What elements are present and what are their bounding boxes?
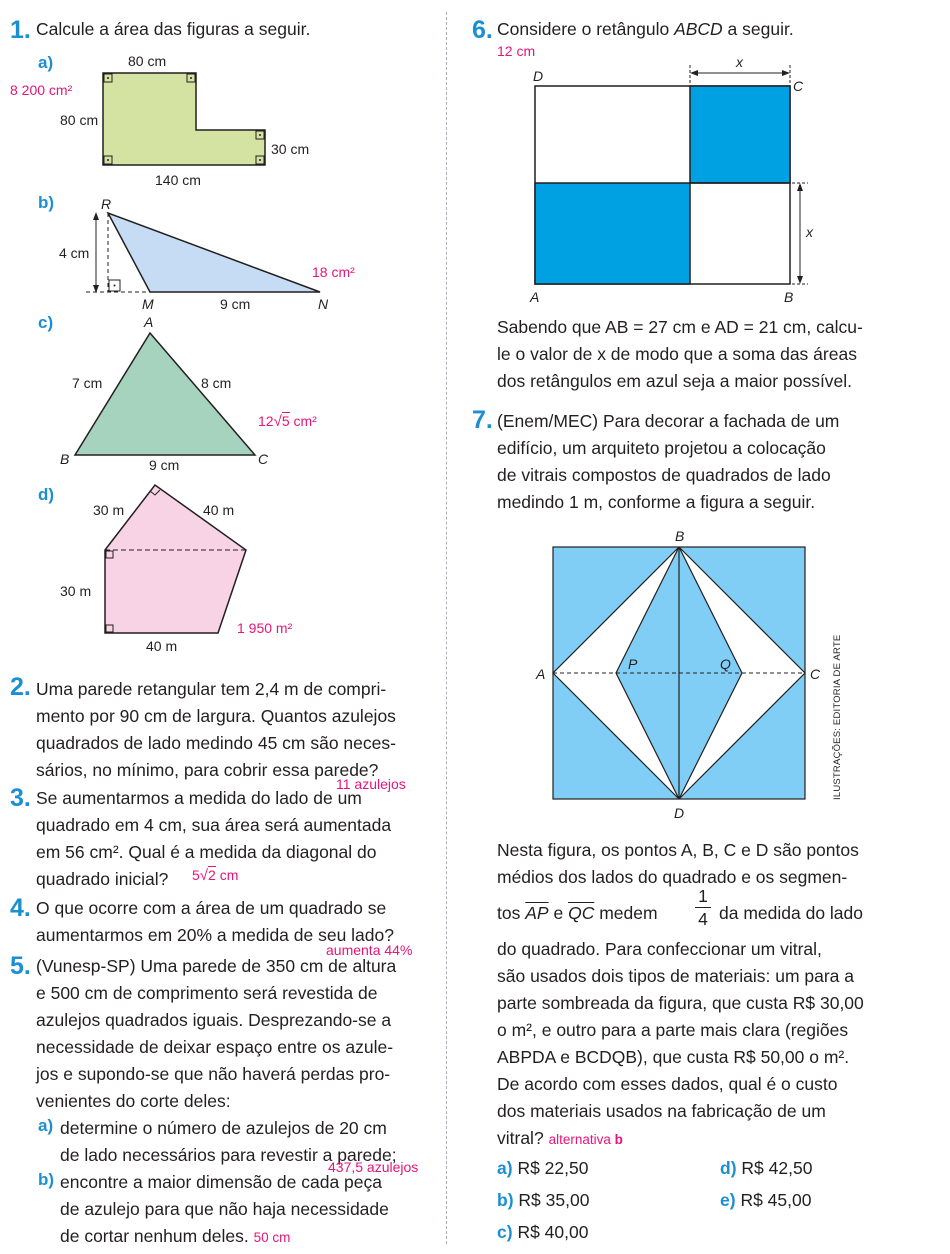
question-7-text: (Enem/MEC) Para decorar a fachada de um edifício, um arquiteto projetou a colocação de vitrais compostos de quadrados de lado medindo 1 m, conforme a figura a seguir. [497, 411, 840, 512]
q6-vertex-d: D [533, 68, 544, 84]
q1a-label: a) [38, 53, 54, 72]
q1a-bottom-dim: 140 cm [155, 172, 201, 188]
question-7-answer: alternativa b [548, 1132, 623, 1147]
q1c-triangle [75, 333, 255, 455]
q1d-label: d) [38, 485, 55, 504]
q1c-vertex-a: A [144, 314, 154, 330]
question-7-fraction-line: tos $\overline{AP}$ e $\overline{QC}$ medem [497, 903, 658, 923]
q1c-answer: 12√5 cm² [258, 413, 317, 430]
q1b-vertex-r: R [101, 196, 112, 212]
q1d-bottom-dim: 40 m [146, 638, 178, 654]
q1c-vertex-c: C [258, 451, 269, 467]
q1d-left-dim: 30 m [60, 583, 92, 599]
q6-x-right: x [806, 224, 813, 240]
q1b-label: b) [38, 193, 55, 212]
q1a-top-dim: 80 cm [128, 53, 167, 69]
q7-point-q: Q [720, 656, 731, 672]
q7-option-d[interactable]: d) R$ 42,50 [720, 1158, 813, 1178]
q5a-label: a) [38, 1116, 54, 1135]
q1b-answer: 18 cm² [312, 264, 355, 280]
q1a-answer: 8 200 cm² [10, 82, 73, 98]
question-1-number: 1. [10, 16, 31, 44]
question-3-text: Se aumentarmos a medida do lado de um quadrado em 4 cm, sua área será aumentada em 56 cm². Qual é a medida da diagonal do quadrado inicial? [36, 788, 392, 889]
q7-fraction: 1 4 [694, 886, 712, 929]
q5a-answer: 437,5 azulejos [328, 1159, 419, 1175]
q1b-triangle [108, 213, 320, 292]
question-7-after-body: do quadrado. Para confeccionar um vitral, são usados dois tipos de materiais: um para a parte sombreada da figura, que custa R$ 30,00 o m², e outro para a parte mais clara (regiões ABPDA e BCDQB), que custa R$ 50,00 o m². De acordo com esses dados, qual é o custo dos materiais usados na fabricação de um vitral? alternativa b [497, 939, 864, 1148]
q7-point-c: C [810, 666, 821, 682]
q1a-left-dim: 80 cm [60, 112, 99, 128]
q1d-side-1: 30 m [93, 502, 125, 518]
q6-vertex-c: C [793, 78, 804, 94]
illustration-credit: ILUSTRAÇÕES: EDITORIA DE ARTE [832, 634, 843, 800]
question-7-after-1: Nesta figura, os pontos A, B, C e D são pontos [497, 840, 859, 860]
question-2-number: 2. [10, 673, 31, 701]
question-2-answer: 11 azulejos [336, 776, 406, 792]
question-3-number: 3. [10, 784, 31, 812]
question-2-text: Uma parede retangular tem 2,4 m de compri- mento por 90 cm de largura. Quantos azulejos quadrados de lado medindo 45 cm são neces- sários, no mínimo, para cobrir essa parede? [36, 679, 396, 780]
question-5-number: 5. [10, 952, 31, 980]
q6-rectangle-figure [470, 55, 820, 305]
question-6-body: Sabendo que AB = 27 cm e AD = 21 cm, calcu- le o valor de x de modo que a soma das áreas dos retângulos em azul seja a maior possível. [497, 317, 863, 391]
question-6-text: Considere o retângulo ABCD a seguir. [497, 19, 794, 39]
q1d-side-2: 40 m [203, 502, 235, 518]
question-6-number: 6. [472, 16, 493, 44]
q1b-vertex-n: N [318, 296, 329, 312]
question-3-answer: 5√2 cm [192, 867, 239, 884]
question-7-after-2: médios dos lados do quadrado e os segmen- [497, 867, 848, 887]
q7-option-e[interactable]: e) R$ 45,00 [720, 1190, 812, 1210]
question-4-text: O que ocorre com a área de um quadrado se aumentarmos em 20% a medida de seu lado? [36, 898, 394, 945]
q1c-side-ab: 7 cm [72, 375, 103, 391]
q6-x-top: x [736, 54, 743, 70]
question-1-text: Calcule a área das figuras a seguir. [36, 19, 311, 39]
q7-point-d: D [674, 805, 685, 821]
q1c-side-ac: 8 cm [201, 375, 232, 391]
q1a-right-dim: 30 cm [271, 141, 310, 157]
q7-point-b: B [675, 528, 685, 544]
q7-option-c[interactable]: c) R$ 40,00 [497, 1222, 589, 1242]
question-4-number: 4. [10, 894, 31, 922]
question-5-text: (Vunesp-SP) Uma parede de 350 cm de altura e 500 cm de comprimento será revestida de azulejos quadrados iguais. Desprezando-se a necessidade de deixar espaço entre os azule- jos e supondo-se que não haverá perdas pro- venientes do corte deles: [36, 956, 397, 1111]
q7-point-p: P [628, 656, 638, 672]
q5b-answer: 50 cm [253, 1230, 291, 1245]
q1a-l-shape [103, 73, 265, 165]
q6-vertex-b: B [784, 289, 794, 305]
q1b-height-dim: 4 cm [59, 245, 90, 261]
q6-vertex-a: A [530, 289, 540, 305]
q1d-answer: 1 950 m² [237, 620, 293, 636]
q7-option-a[interactable]: a) R$ 22,50 [497, 1158, 589, 1178]
q1-figures [0, 0, 450, 660]
question-6-answer: 12 cm [497, 43, 536, 59]
q6-blue-rect-top [690, 86, 790, 183]
q5a-text: determine o número de azulejos de 20 cm de lado necessários para revestir a parede; [60, 1118, 397, 1165]
q1c-label: c) [38, 313, 54, 332]
q1c-vertex-b: B [60, 451, 70, 467]
q6-blue-rect-bottom [535, 183, 690, 284]
q1c-side-bc: 9 cm [149, 457, 180, 473]
q7-point-a: A [536, 666, 546, 682]
q1b-base-dim: 9 cm [220, 296, 251, 312]
question-7-number: 7. [472, 406, 493, 434]
question-4-answer: aumenta 44% [326, 942, 413, 958]
question-7-fraction-tail: da medida do lado [719, 903, 863, 923]
q7-vitral-figure [545, 540, 815, 810]
q5b-label: b) [38, 1170, 55, 1189]
q1b-vertex-m: M [142, 296, 154, 312]
q5b-text: encontre a maior dimensão de cada peça de azulejo para que não haja necessidade de cortar nenhum deles. 50 cm [60, 1172, 389, 1246]
q7-option-b[interactable]: b) R$ 35,00 [497, 1190, 590, 1210]
